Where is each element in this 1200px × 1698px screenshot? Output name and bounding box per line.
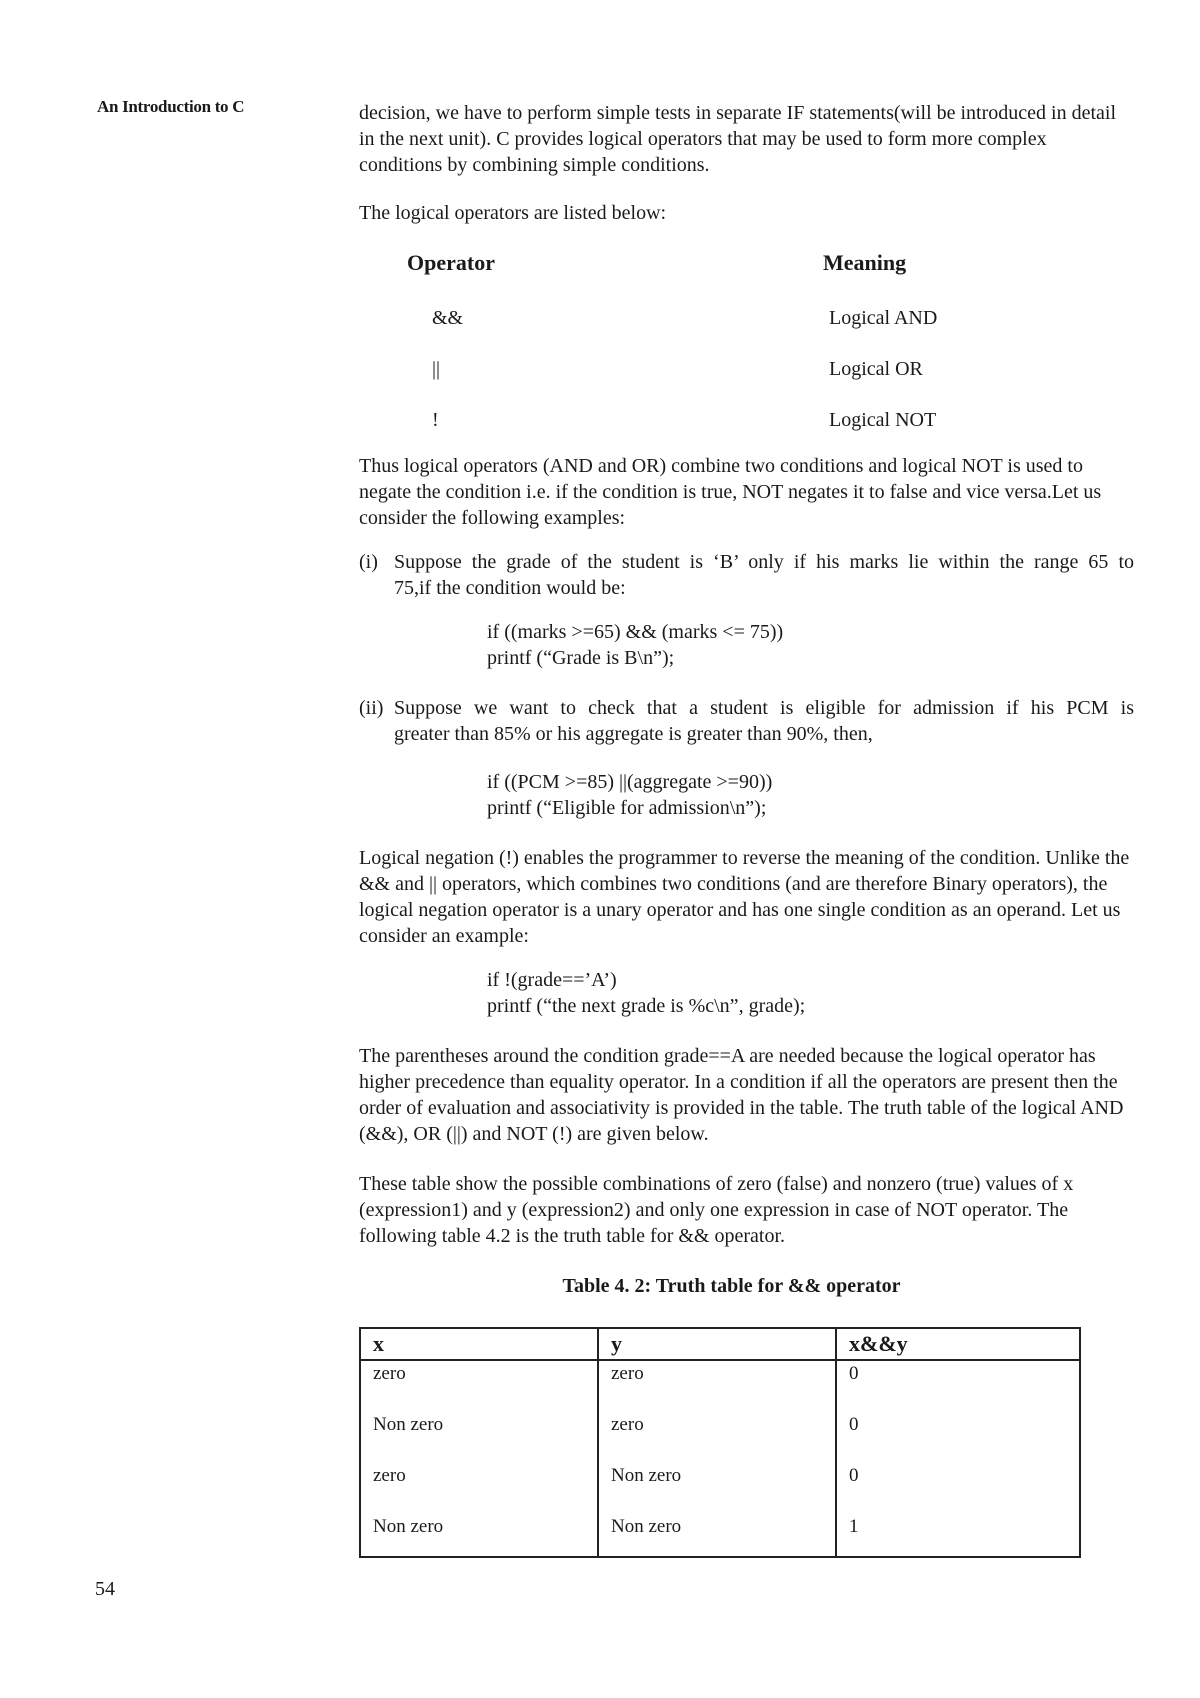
column-header: x [360,1328,598,1360]
code-line: printf (“Eligible for admission\n”); [487,797,767,819]
paragraph-operators-listed: The logical operators are listed below: [359,202,667,224]
paragraph-negation: Logical negation (!) enables the programmer to reverse the meaning of the condition. Unlike the && and || operators, which combines two conditions (and are therefore Binary operators), the logical negation operator is a unary operator and has one single condition as an operand. Let us consider an example: [359,847,1130,947]
operator-symbol: || [432,358,441,380]
operator-meaning: Logical NOT [829,409,937,431]
table-cell: Non zero [598,1514,836,1557]
page-number: 54 [95,1578,115,1600]
table-cell: 0 [836,1412,1080,1463]
main-content [359,100,1134,1558]
operator-meaning: Logical OR [829,358,923,380]
paragraph-intro: decision, we have to perform simple tests in separate IF statements(will be introduced in detail in the next unit). C provides logical operators that may be used to form more complex conditions by combining simple conditions. [359,102,1117,176]
operator-header: Operator [407,250,495,275]
code-line: printf (“the next grade is %c\n”, grade); [487,995,806,1017]
paragraph-logical-explanation: Thus logical operators (AND and OR) combine two conditions and logical NOT is used to negate the condition i.e. if the condition is true, NOT negates it to false and vice versa.Let us consider the following examples: [359,455,1102,529]
operator-row [359,407,1134,433]
code-line: printf (“Grade is B\n”); [487,647,675,669]
table-cell: zero [360,1463,598,1514]
example-item [359,549,1134,601]
column-header: y [598,1328,836,1360]
code-block [487,619,1134,671]
table-cell: 0 [836,1463,1080,1514]
example-number: (ii) [359,697,384,719]
code-block [487,769,1134,821]
column-header: x&&y [836,1328,1080,1360]
table-cell: Non zero [360,1412,598,1463]
table-cell: Non zero [360,1514,598,1557]
table-cell: 0 [836,1360,1080,1412]
table-cell: 1 [836,1514,1080,1557]
table-cell: zero [598,1412,836,1463]
paragraph-combinations: These table show the possible combinations of zero (false) and nonzero (true) values of x (expression1) and y (expression2) and only one expression in case of NOT operator. The following table 4.2 is the truth table for && operator. [359,1173,1074,1247]
table-row [360,1514,1080,1557]
example-text: Suppose we want to check that a student is eligible for admission if his PCM is [394,697,1134,719]
example-text: greater than 85% or his aggregate is greater than 90%, then, [394,723,873,745]
table-cell: zero [360,1360,598,1412]
table-cell: zero [598,1360,836,1412]
truth-table [359,1327,1081,1558]
operator-row [359,356,1134,382]
operator-symbol: ! [432,409,439,431]
table-row [360,1463,1080,1514]
example-text: Suppose the grade of the student is ‘B’ only if his marks lie within the range 65 to [394,551,1134,573]
table-header-row [360,1328,1080,1360]
code-line: if !(grade==’A’) [487,969,617,991]
code-block [487,967,1134,1019]
example-item [359,695,1134,747]
code-line: if ((PCM >=85) ||(aggregate >=90)) [487,771,773,793]
operator-meaning: Logical AND [829,307,938,329]
table-cell: Non zero [598,1463,836,1514]
example-number: (i) [359,551,378,573]
table-caption: Table 4. 2: Truth table for && operator [562,1275,901,1297]
operator-row [359,305,1134,331]
operator-list [359,246,1134,433]
meaning-header: Meaning [823,250,907,275]
example-text: 75,if the condition would be: [394,577,626,599]
table-row [360,1360,1080,1412]
table-row [360,1412,1080,1463]
code-line: if ((marks >=65) && (marks <= 75)) [487,621,784,643]
paragraph-precedence: The parentheses around the condition grade==A are needed because the logical operator has higher precedence than equality operator. In a condition if all the operators are present then the order of evaluation and associativity is provided in the table. The truth table of the logical AND (&&), OR (||) and NOT (!) are given below. [359,1045,1124,1145]
running-head: An Introduction to C [97,97,245,116]
operator-symbol: && [432,307,464,329]
operator-list-header [359,246,1134,280]
